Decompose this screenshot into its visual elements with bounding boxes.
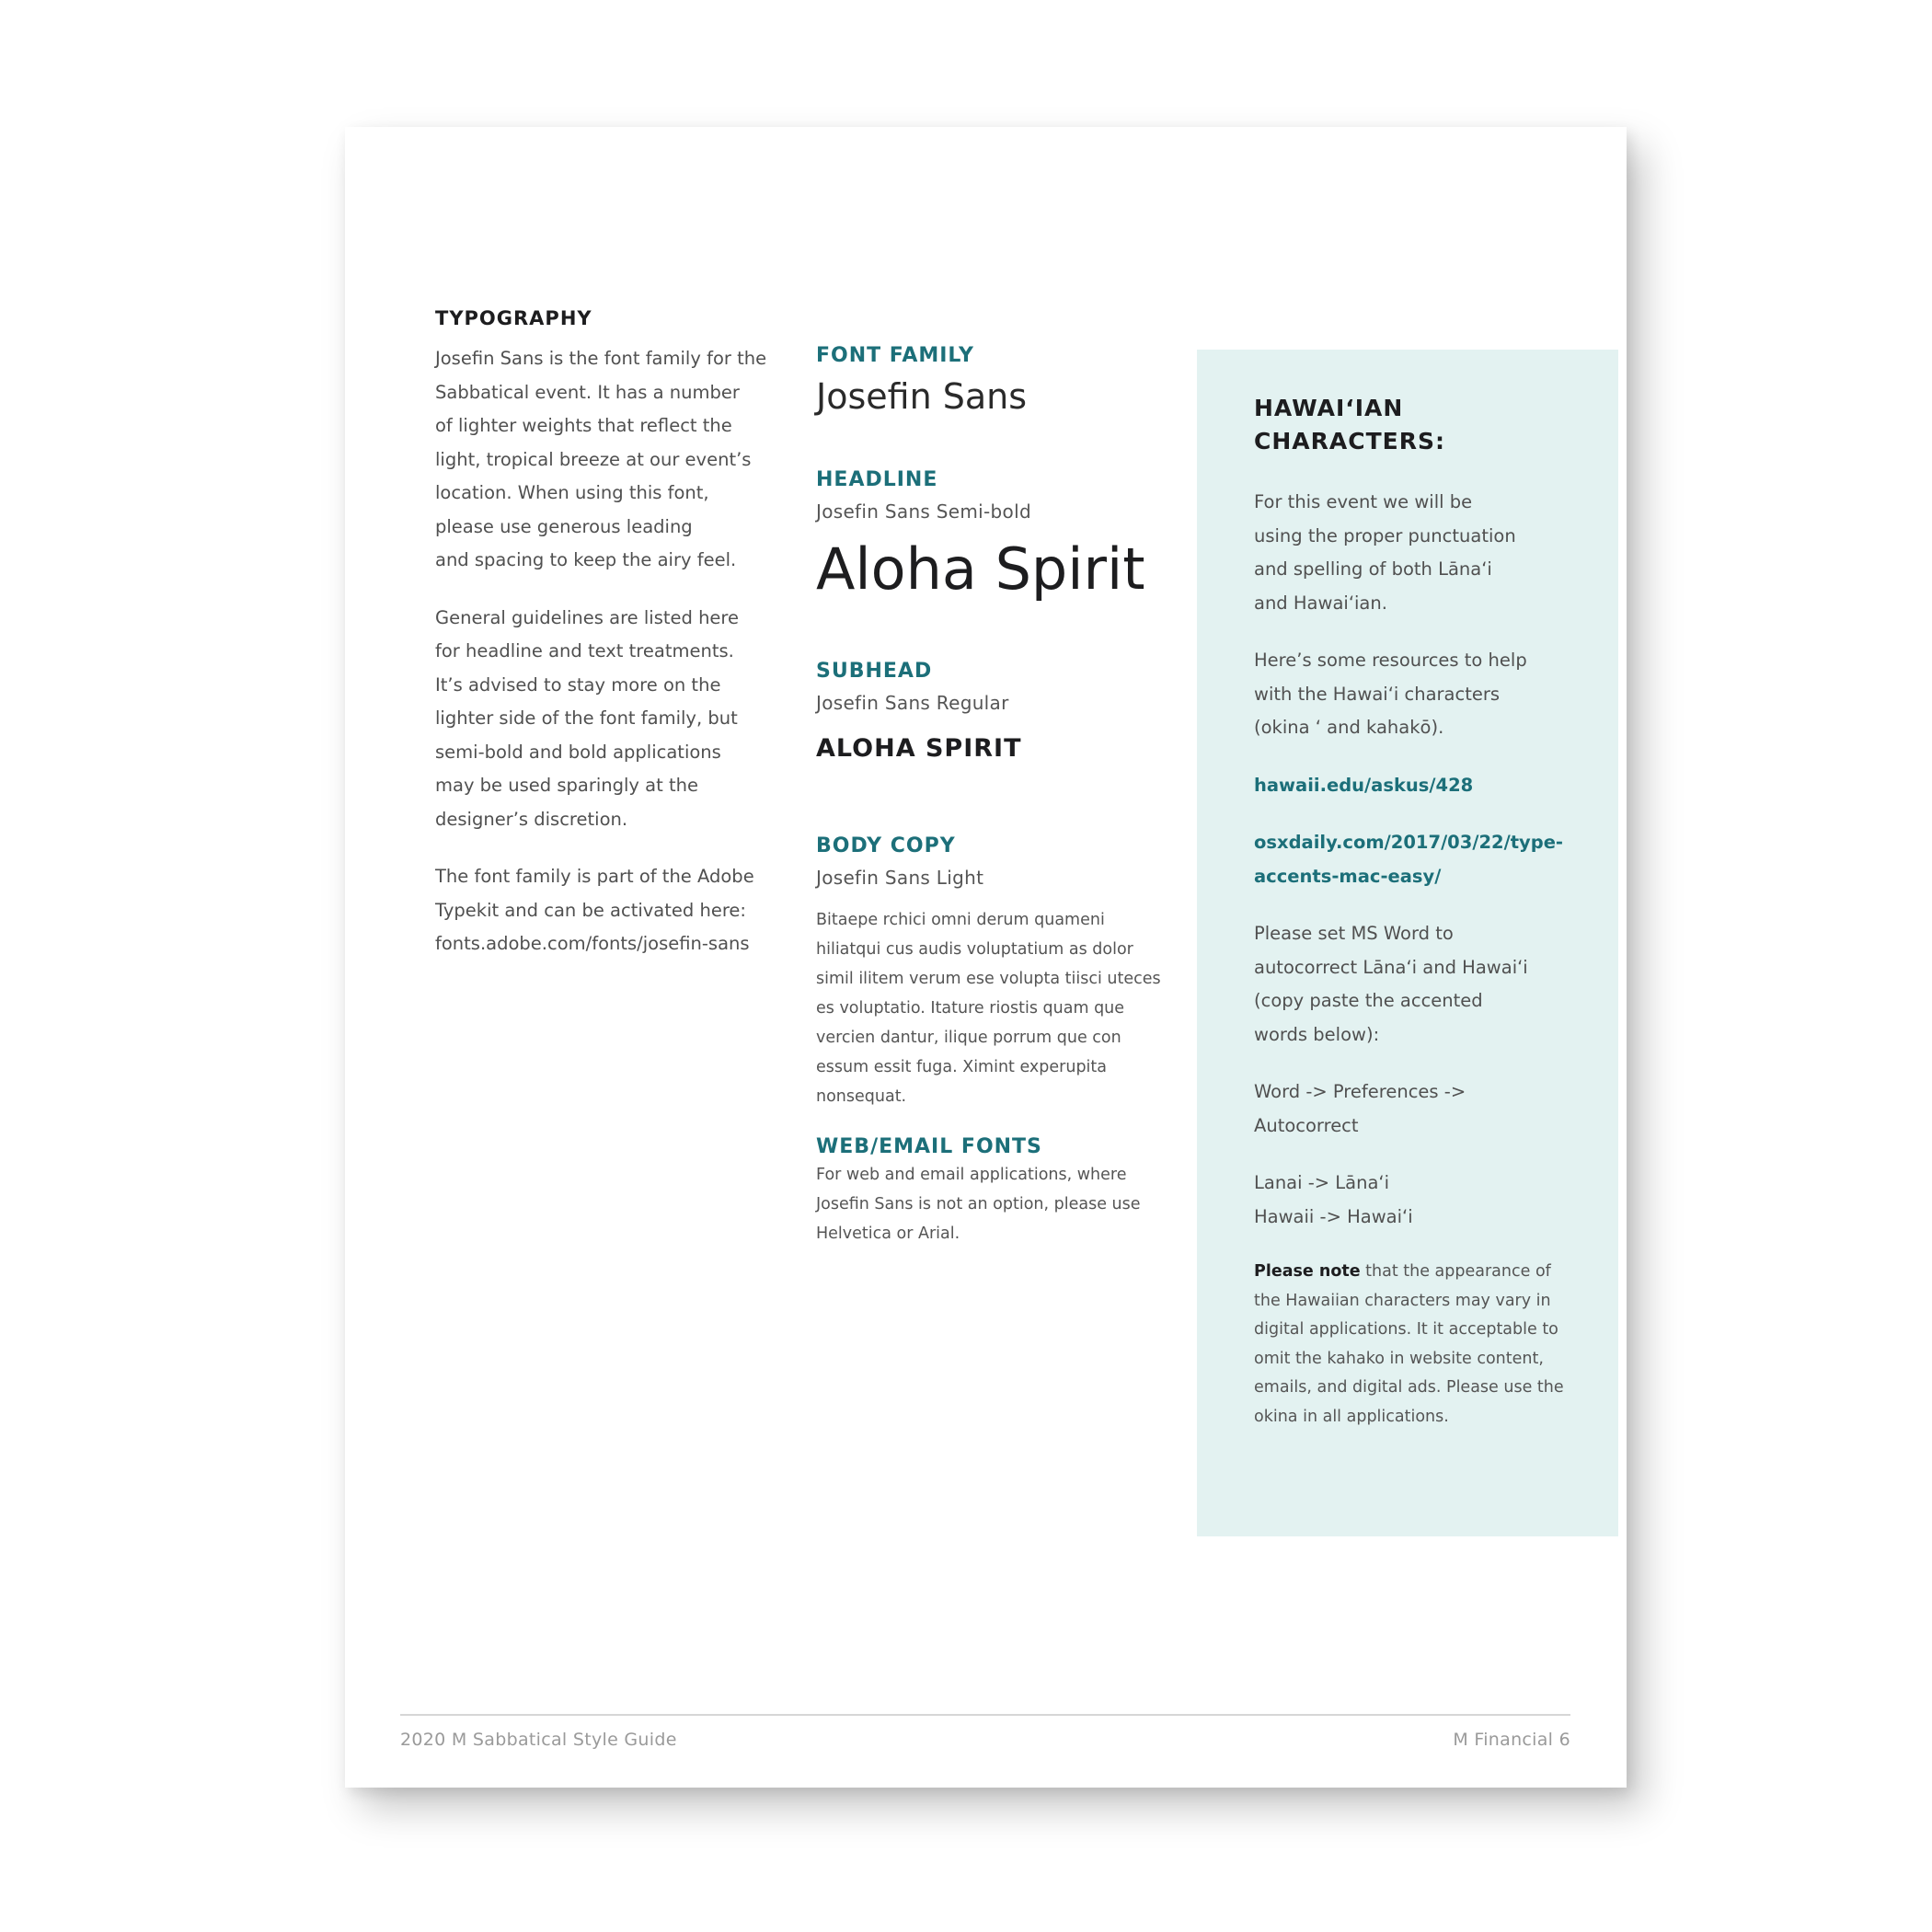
panel-resources: Here’s some resources to help with the Hawai‘i characters (okina ‘ and kahakō). [1254,650,1527,738]
web-fonts-block [816,1135,1166,1248]
body-copy-label: BODY COPY [816,834,956,857]
typography-title: TYPOGRAPHY [435,307,592,329]
font-specimen-column [816,344,1166,1248]
headline-label: HEADLINE [816,468,938,491]
hawaiian-characters-panel [1197,350,1618,1536]
headline-weight: Josefin Sans Semi-bold [816,500,1031,523]
panel-content [1254,392,1567,1432]
panel-msword-instructions: Please set MS Word to autocorrect Lāna‘i and Hawai‘i (copy paste the accented words below): [1254,923,1528,1045]
body-copy-weight: Josefin Sans Light [816,867,984,889]
resource-link-hawaii-edu[interactable]: hawaii.edu/askus/428 [1254,774,1474,796]
panel-title: HAWAI‘IAN CHARACTERS: [1254,395,1445,454]
footer-divider [400,1714,1570,1716]
panel-replacements: Lanai -> Lāna‘i Hawaii -> Hawai‘i [1254,1172,1413,1227]
web-fonts-label: WEB/EMAIL FONTS [816,1135,1042,1158]
panel-note [1254,1258,1567,1432]
font-family-label: FONT FAMILY [816,344,974,367]
subhead-block [816,660,1166,763]
font-family-block [816,344,1166,417]
subhead-weight: Josefin Sans Regular [816,692,1009,714]
style-guide-page [345,127,1627,1788]
headline-sample: Aloha Spirit [816,535,1145,603]
web-fonts-text: For web and email applications, where Josefin Sans is not an option, please use Helvetica or Arial. [816,1166,1141,1243]
font-family-sample: Josefin Sans [816,376,1028,417]
subhead-sample: ALOHA SPIRIT [816,734,1022,763]
typography-paragraph-3: The font family is part of the Adobe Typekit and can be activated here: fonts.adobe.com/fonts/josefin-sans [435,866,754,954]
typography-column [435,307,776,985]
typography-paragraph-1: Josefin Sans is the font family for the Sabbatical event. It has a number of lighter weights that reflect the light, tropical breeze at our event’s location. When using this font, please use generous leading and spacing to keep the airy feel. [435,348,767,570]
body-copy-block [816,834,1166,1111]
panel-autocorrect-path: Word -> Preferences -> Autocorrect [1254,1081,1466,1136]
panel-note-bold: Please note [1254,1262,1361,1281]
panel-intro: For this event we will be using the proper punctuation and spelling of both Lāna‘i and Hawai‘ian. [1254,491,1516,614]
panel-note-text: that the appearance of the Hawaiian characters may vary in digital applications. It it acceptable to omit the kahako in website content, emails, and digital ads. Please use the okina in all applications. [1254,1262,1564,1426]
resource-link-osxdaily[interactable]: osxdaily.com/2017/03/22/type- accents-mac-easy/ [1254,832,1564,887]
typography-paragraph-2: General guidelines are listed here for headline and text treatments. It’s advised to stay more on the lighter side of the font family, but semi-bold and bold applications may be used sparingly at the designer’s discretion. [435,606,740,830]
footer-page-number: M Financial 6 [1453,1730,1570,1750]
body-copy-sample: Bitaepe rchici omni derum quameni hiliatqui cus audis voluptatium as dolor simil ilitem verum ese volupta tiisci uteces es voluptatio. Itature riostis quam que vercien dantur, ilique porrum que con essum essit fuga. Ximint experupita nonsequat. [816,911,1161,1106]
footer-title: 2020 M Sabbatical Style Guide [400,1730,677,1750]
subhead-label: SUBHEAD [816,660,933,683]
headline-block [816,468,1166,603]
